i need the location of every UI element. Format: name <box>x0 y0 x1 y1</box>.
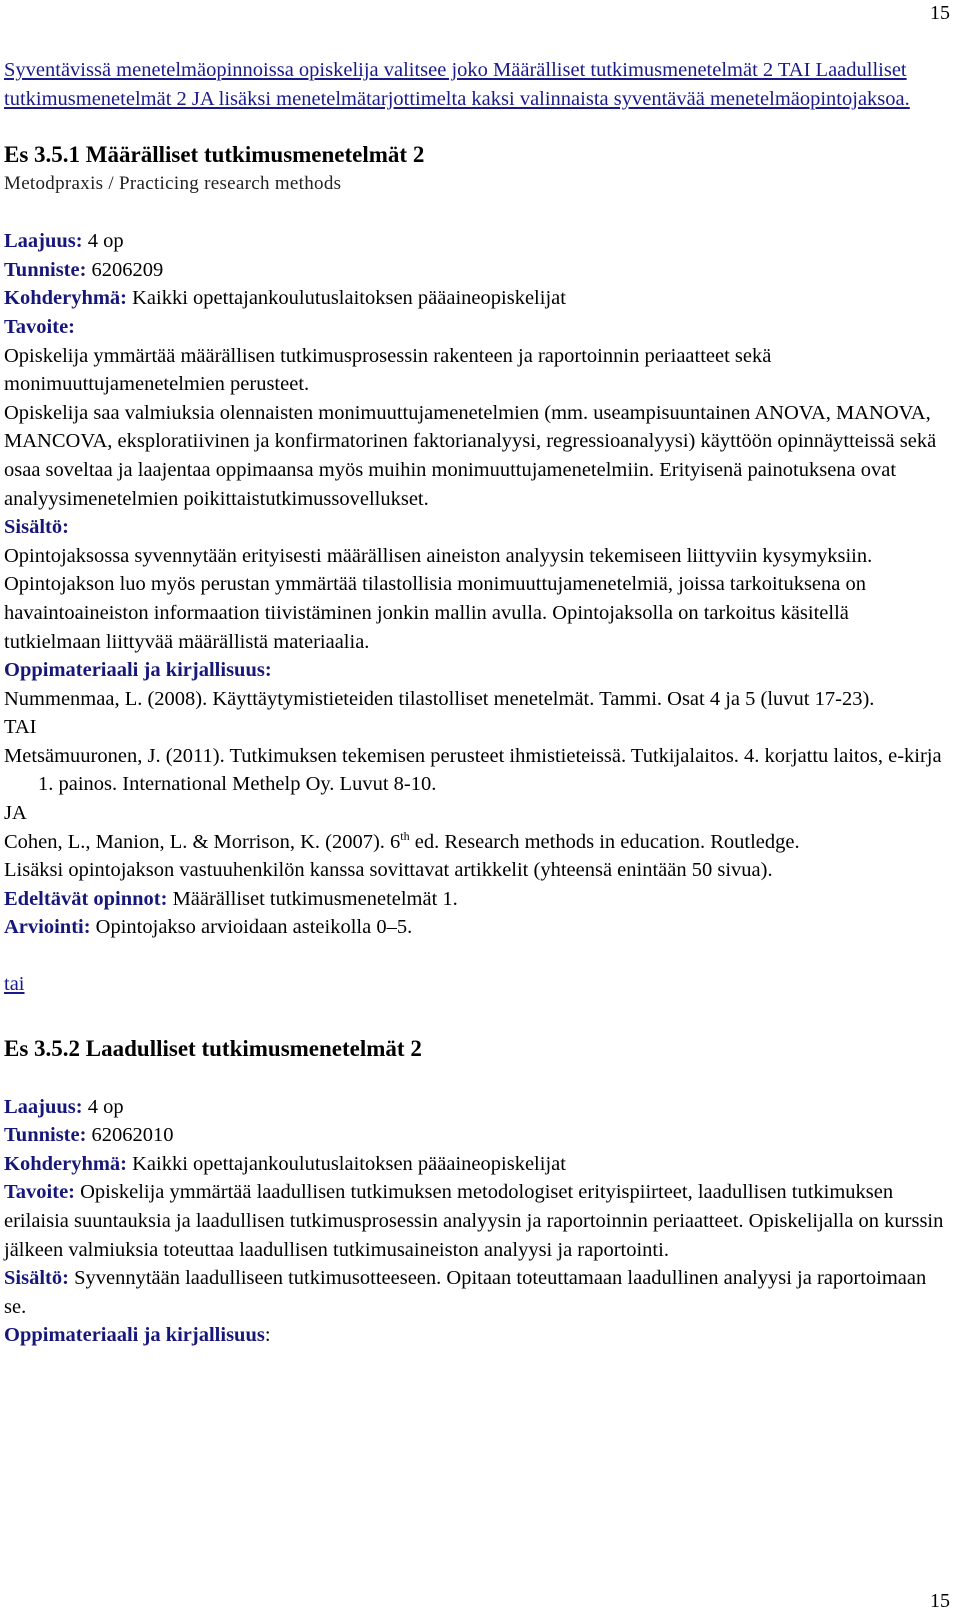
page-number-bottom: 15 <box>930 1590 950 1612</box>
course1-content-text: Opintojaksossa syvennytään erityisesti määrällisen aineiston analyysin tekemiseen liittyviin kysymyksiin. Opintojakson luo myös perustan ymmärtää tilastollisia monimuuttujamenetelmiä, joissa tarkoituksena on havaintoaineiston informaation tiivistäminen jonkin mallin avulla. Opintojaksolla on tarkoitus käsitellä tutkielmaan liittyvää määrällistä materiaalia. <box>4 544 873 653</box>
course2-goal <box>4 1178 949 1264</box>
or-separator-1: TAI <box>4 716 37 739</box>
course1-goal-p1: Opiskelija ymmärtää määrällisen tutkimusprosessin rakenteen ja raportoinnin periaatteet sekä monimuuttujamenetelmien perusteet. <box>4 344 772 396</box>
content-value: Syvennytään laadulliseen tutkimusotteeseen. Opitaan toteuttamaan laadullinen analyysi ja raportoimaan se. <box>4 1267 927 1318</box>
course1-id <box>4 256 949 285</box>
intro-paragraph[interactable]: Syventävissä menetelmäopinnoissa opiskelija valitsee joko Määrälliset tutkimusmenetelmät 2 TAI Laadulliset tutkimusmenetelmät 2 JA lisäksi menetelmätarjottimelta kaksi valinnaista syventävää menetelmäopintojaksoa. <box>4 59 910 110</box>
scope-value: 4 op <box>82 1095 124 1118</box>
goal-value: Opiskelija ymmärtää laadullisen tutkimuksen metodologiset erityispiirteet, laadullisen tutkimuksen erilaisia suuntauksia ja laadullisen tutkimusprosessin analyysin ja raportoinnin periaatteet. Opiskelijalla on kurssin jälkeen valmiuksia toteuttaa laadullisen tutkimusaineiston analyysi ja raportointi. <box>4 1181 944 1261</box>
course1-scope <box>4 227 949 256</box>
course1-heading: Es 3.5.1 Määrälliset tutkimusmenetelmät 2 <box>4 142 425 168</box>
reference-2: Metsämuuronen, J. (2011). Tutkimuksen tekemisen perusteet ihmistieteissä. Tutkijalaitos. 4. korjattu laitos, e-kirja 1. painos. International Methelp Oy. Luvut 8-10. <box>4 744 942 796</box>
prereq-label: Edeltävät opinnot: <box>4 887 168 910</box>
course2-content <box>4 1264 949 1321</box>
assessment-value: Opintojakso arvioidaan asteikolla 0–5. <box>90 916 413 939</box>
reference-1: Nummenmaa, L. (2008). Käyttäytymistieteiden tilastolliset menetelmät. Tammi. Osat 4 ja 5 (luvut 17-23). <box>4 687 875 710</box>
course1-content-label: Sisältö: <box>4 516 69 539</box>
goal-label: Tavoite: <box>4 1181 75 1204</box>
and-separator-1: JA <box>4 802 27 825</box>
id-label: Tunniste: <box>4 258 87 281</box>
materials-colon: : <box>264 1324 271 1347</box>
prereq-value: Määrälliset tutkimusmenetelmät 1. <box>167 887 458 910</box>
reference-3-part-b: ed. Research methods in education. Routledge. <box>409 830 800 853</box>
content-label: Sisältö: <box>4 1267 69 1290</box>
page-number-top: 15 <box>930 2 950 24</box>
page-content <box>4 56 949 1350</box>
reference-3 <box>4 828 949 857</box>
course1-assessment <box>4 913 949 942</box>
course2-id <box>4 1121 949 1150</box>
course1-extra: Lisäksi opintojakson vastuuhenkilön kanssa sovittavat artikkelit (yhteensä enintään 50 sivua). <box>4 859 773 882</box>
course1-goal-label: Tavoite: <box>4 315 75 338</box>
course1-prereq <box>4 885 949 914</box>
course2-target <box>4 1150 949 1179</box>
scope-label: Laajuus: <box>4 230 83 253</box>
target-value: Kaikki opettajankoulutuslaitoksen pääaineopiskelijat <box>127 287 566 310</box>
scope-value: 4 op <box>82 230 124 253</box>
target-label: Kohderyhmä: <box>4 1152 127 1175</box>
id-value: 6206209 <box>86 258 164 281</box>
course1-subtitle: Metodpraxis / Practicing research methods <box>4 173 342 195</box>
assessment-label: Arviointi: <box>4 916 91 939</box>
course1-materials-label: Oppimateriaali ja kirjallisuus: <box>4 659 272 682</box>
materials-label: Oppimateriaali ja kirjallisuus <box>4 1324 265 1347</box>
course1-goal-p2: Opiskelija saa valmiuksia olennaisten monimuuttujamenetelmien (mm. useampisuuntainen ANOVA, MANOVA, MANCOVA, eksploratiivinen ja konfirmatorinen faktorianalyysi, regressioanalyysi) käyttöön opinnäytteissä sekä osaa soveltaa ja laajentaa oppimaansa myös muihin monimuuttujamenetelmiin. Erityisenä painotuksena ovat analyysimenetelmien poikittaistutkimussovellukset. <box>4 401 937 510</box>
course2-heading: Es 3.5.2 Laadulliset tutkimusmenetelmät 2 <box>4 1035 422 1061</box>
course2-materials <box>4 1321 949 1350</box>
course2-scope <box>4 1093 949 1122</box>
id-label: Tunniste: <box>4 1124 87 1147</box>
id-value: 62062010 <box>86 1124 174 1147</box>
target-label: Kohderyhmä: <box>4 287 127 310</box>
course1-target <box>4 284 949 313</box>
or-link[interactable]: tai <box>4 973 25 996</box>
reference-3-sup: th <box>400 828 410 843</box>
scope-label: Laajuus: <box>4 1095 83 1118</box>
reference-3-part-a: Cohen, L., Manion, L. & Morrison, K. (2007). 6 <box>4 830 401 853</box>
target-value: Kaikki opettajankoulutuslaitoksen pääaineopiskelijat <box>127 1152 566 1175</box>
